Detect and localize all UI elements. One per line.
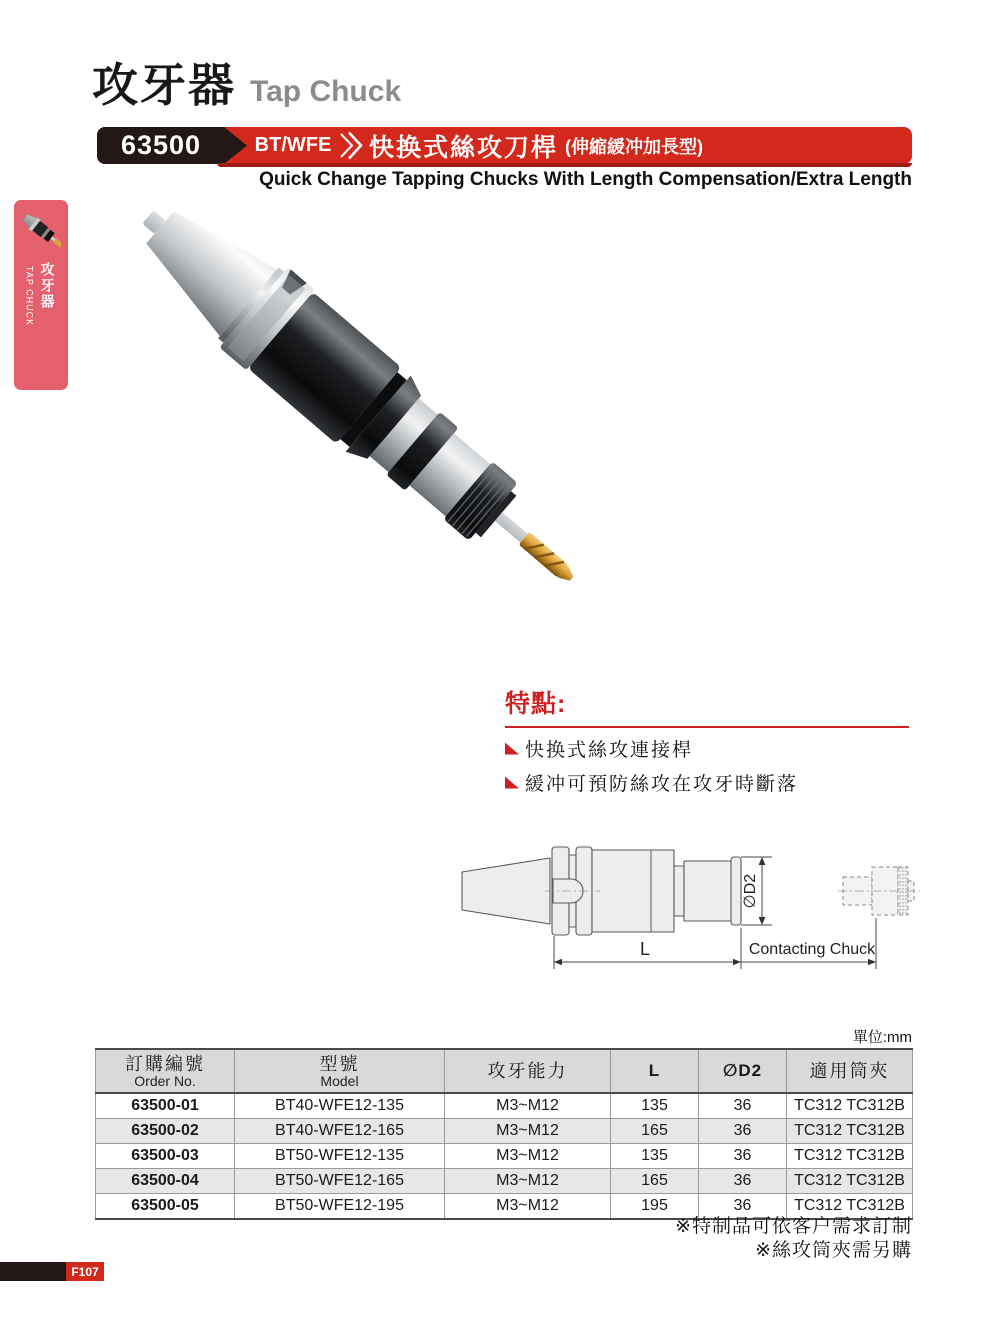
header-model-en: Model [320,1072,359,1089]
side-tab-label-zh: 攻牙器 [39,262,56,310]
cell-order-no: 63500-04 [96,1169,235,1194]
cell-collet: TC312 TC312B [787,1194,913,1220]
cell-model: BT50-WFE12-165 [235,1169,445,1194]
series-label: BT/WFE [254,134,332,156]
header-order-en: Order No. [134,1072,196,1089]
cell-model: BT50-WFE12-195 [235,1194,445,1220]
cell-capacity: M3~M12 [445,1169,611,1194]
features-section [505,684,909,796]
side-tab-tap-chuck[interactable] [14,200,68,390]
cell-capacity: M3~M12 [445,1144,611,1169]
cell-l: 135 [611,1144,699,1169]
chevron-right-icon [337,131,365,160]
header-capacity [445,1049,611,1093]
spec-table [95,1048,913,1220]
header-d2-label: ∅D2 [722,1061,763,1080]
page-title [92,59,402,111]
tap-chuck-photo [110,185,580,625]
cell-model: BT50-WFE12-135 [235,1144,445,1169]
cell-model: BT40-WFE12-135 [235,1093,445,1119]
cell-order-no: 63500-05 [96,1194,235,1220]
header-l-label: L [648,1061,661,1080]
banner-title-sub: (伸縮緩冲加長型) [565,136,704,157]
cell-capacity: M3~M12 [445,1194,611,1220]
page-title-zh: 攻牙器 [92,59,236,111]
note-line: ※絲攻筒夾需另購 [755,1240,912,1261]
table-row [96,1144,913,1169]
cell-capacity: M3~M12 [445,1119,611,1144]
cell-collet: TC312 TC312B [787,1144,913,1169]
subtitle-en: Quick Change Tapping Chucks With Length Compensation/Extra Length [259,169,912,190]
triangle-bullet-icon [505,743,519,755]
table-row [96,1093,913,1119]
page-title-en: Tap Chuck [250,75,402,108]
banner-title-zh: 快换式絲攻刀桿 [369,133,559,162]
header-model [235,1049,445,1093]
note-line: ※特制品可依客户需求訂制 [675,1216,912,1237]
header-model-zh: 型號 [319,1053,360,1074]
cell-d2: 36 [699,1144,787,1169]
cell-capacity: M3~M12 [445,1093,611,1119]
unit-note: 單位:mm [852,1029,912,1046]
header-order-zh: 訂購編號 [125,1053,205,1074]
arrow-shape [224,127,247,164]
cell-collet: TC312 TC312B [787,1093,913,1119]
feature-text: 快换式絲攻連接桿 [525,740,694,761]
dim-d2-label: ∅D2 [742,873,759,909]
cell-l: 195 [611,1194,699,1220]
feature-item [505,735,909,762]
cell-d2: 36 [699,1093,787,1119]
order-code-box [97,127,225,164]
cell-l: 135 [611,1093,699,1119]
page-number: F107 [71,1264,99,1279]
cell-l: 165 [611,1119,699,1144]
side-tab-label-en: TAP CHUCK [24,266,35,327]
header-order-no [96,1049,235,1093]
triangle-bullet-icon [505,777,519,789]
footnotes [675,1215,912,1263]
cell-model: BT40-WFE12-165 [235,1119,445,1144]
dimension-diagram [435,835,930,975]
dim-l-label: L [639,939,651,959]
header-l [611,1049,699,1093]
table-row [96,1169,913,1194]
page-number-box [66,1262,104,1281]
header-capacity-zh: 攻牙能力 [487,1061,568,1081]
cell-d2: 36 [699,1169,787,1194]
contacting-chuck-label: Contacting Chuck [748,941,876,958]
table-header-row [96,1049,913,1093]
header-d2 [699,1049,787,1093]
table-row [96,1119,913,1144]
cell-d2: 36 [699,1194,787,1220]
product-banner [97,127,912,164]
banner-title [369,127,703,164]
features-heading: 特點: [505,684,909,728]
cell-collet: TC312 TC312B [787,1169,913,1194]
feature-item [505,769,909,796]
side-tab-label [14,262,68,382]
cell-l: 165 [611,1169,699,1194]
cell-collet: TC312 TC312B [787,1119,913,1144]
cell-order-no: 63500-03 [96,1144,235,1169]
footer-bar [0,1262,66,1281]
cell-order-no: 63500-02 [96,1119,235,1144]
header-collet-zh: 適用筒夾 [809,1061,890,1081]
cell-order-no: 63500-01 [96,1093,235,1119]
cell-d2: 36 [699,1119,787,1144]
feature-text: 緩冲可預防絲攻在攻牙時斷落 [525,774,799,795]
header-collet [787,1049,913,1093]
order-code: 63500 [120,130,202,160]
product-thumbnail [21,208,61,260]
